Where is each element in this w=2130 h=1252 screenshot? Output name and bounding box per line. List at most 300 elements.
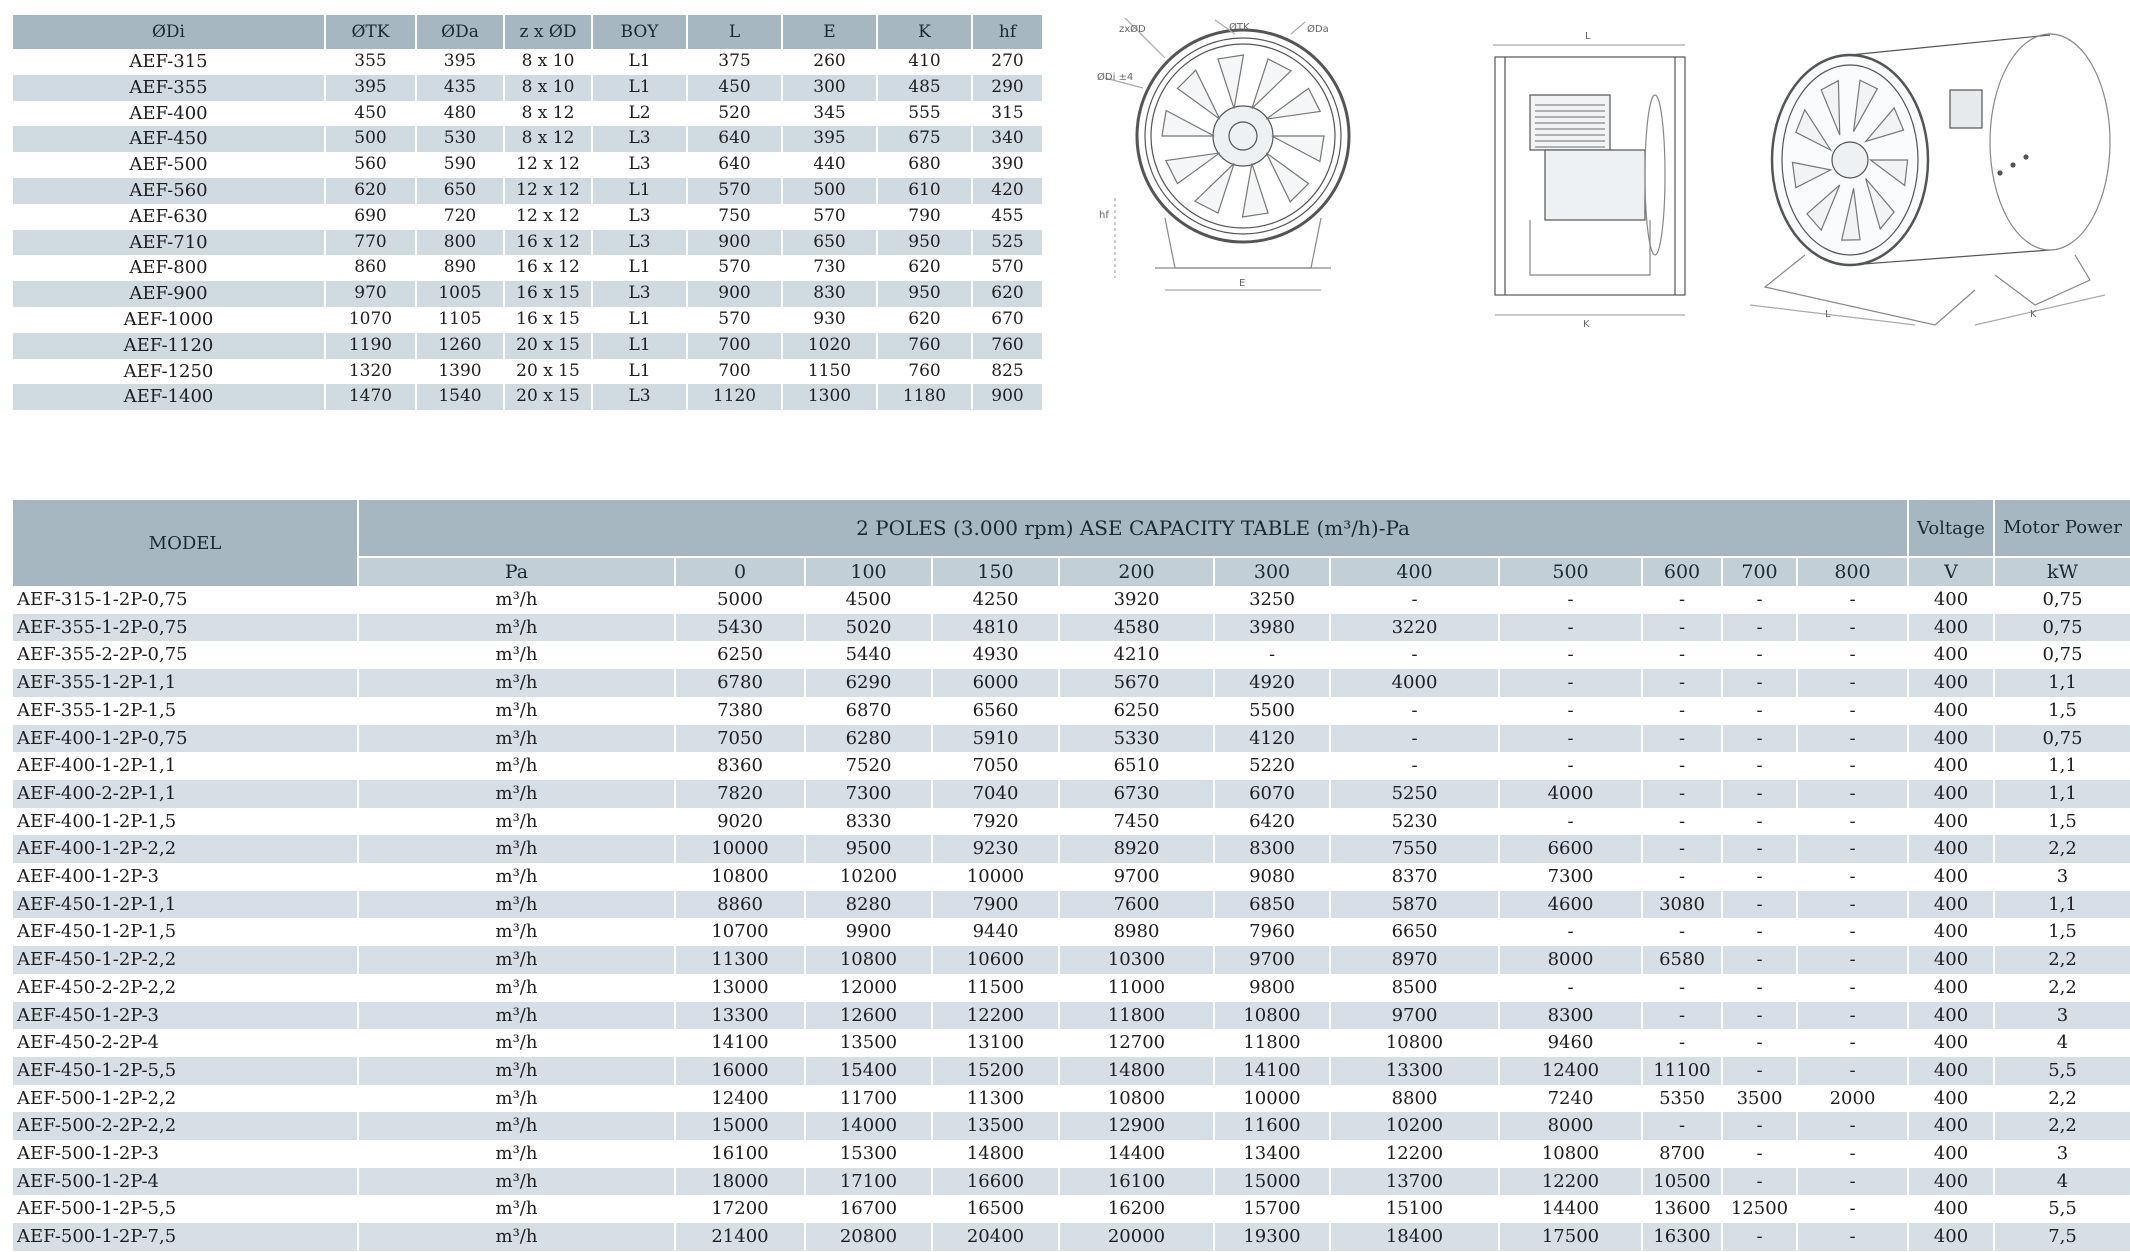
airflow-value-cell: 9500 bbox=[805, 835, 932, 863]
dimension-value-cell: 8 x 12 bbox=[504, 101, 592, 127]
airflow-value-cell: 9800 bbox=[1214, 974, 1330, 1002]
capacity-model-cell: AEF-355-1-2P-0,75 bbox=[13, 614, 358, 642]
dimension-value-cell: 825 bbox=[991, 360, 1024, 381]
dimension-value-cell: 1260 bbox=[416, 333, 504, 359]
capacity-model-cell: AEF-450-1-2P-3 bbox=[13, 1002, 358, 1030]
dimension-model-cell: AEF-1000 bbox=[13, 307, 325, 333]
airflow-value-cell: - bbox=[1722, 1223, 1797, 1251]
capacity-model-cell: AEF-355-1-2P-1,5 bbox=[13, 697, 358, 725]
capacity-model-cell: AEF-355-2-2P-0,75 bbox=[13, 641, 358, 669]
dimension-model-cell: AEF-1250 bbox=[13, 359, 325, 385]
capacity-model-cell: AEF-400-1-2P-3 bbox=[13, 863, 358, 891]
capacity-row bbox=[13, 974, 2130, 1002]
motor-power-value-cell: 1,5 bbox=[2048, 921, 2077, 943]
fan-blade bbox=[1243, 163, 1269, 217]
voltage-value-cell: 400 bbox=[1908, 641, 1994, 669]
pressure-header-cell: 0 bbox=[675, 557, 805, 586]
airflow-value-cell: - bbox=[1797, 586, 1908, 614]
airflow-value-cell: 14800 bbox=[932, 1140, 1059, 1168]
airflow-value-cell: 13300 bbox=[675, 1002, 805, 1030]
capacity-table bbox=[13, 500, 2130, 1251]
airflow-value-cell: - bbox=[1722, 1029, 1797, 1057]
airflow-value-cell: - bbox=[1722, 808, 1797, 836]
airflow-value-cell: 8920 bbox=[1059, 835, 1214, 863]
voltage-value-cell: 400 bbox=[1908, 1140, 1994, 1168]
dimension-row bbox=[13, 126, 1042, 152]
motor-power-value-cell: 2,2 bbox=[2048, 976, 2077, 998]
airflow-value-cell: - bbox=[1722, 725, 1797, 753]
capacity-row bbox=[13, 586, 2130, 614]
dimension-value-cell: 12 x 12 bbox=[504, 152, 592, 178]
airflow-value-cell: 10800 bbox=[1214, 1002, 1330, 1030]
airflow-value-cell: - bbox=[1330, 725, 1499, 753]
airflow-value-cell: 10600 bbox=[932, 946, 1059, 974]
capacity-model-cell: AEF-400-2-2P-1,1 bbox=[13, 780, 358, 808]
airflow-value-cell: - bbox=[1330, 697, 1499, 725]
pressure-header-cell: 100 bbox=[805, 557, 932, 586]
airflow-value-cell: 3220 bbox=[1330, 614, 1499, 642]
airflow-value-cell: 6290 bbox=[805, 669, 932, 697]
voltage-value-cell: 400 bbox=[1908, 1168, 1994, 1196]
airflow-value-cell: 11300 bbox=[675, 946, 805, 974]
dimension-value-cell: 8 x 10 bbox=[504, 75, 592, 101]
fan-blade bbox=[1266, 88, 1320, 119]
fan-blade bbox=[1162, 111, 1214, 136]
capacity-row bbox=[13, 946, 2130, 974]
airflow-value-cell: - bbox=[1722, 641, 1797, 669]
capacity-model-cell: AEF-450-1-2P-5,5 bbox=[13, 1057, 358, 1085]
dimension-value-cell: 1320 bbox=[325, 359, 416, 385]
dimension-header-cell: ØDa bbox=[416, 15, 504, 49]
airflow-value-cell: 21400 bbox=[675, 1223, 805, 1251]
capacity-row bbox=[13, 669, 2130, 697]
capacity-model-cell: AEF-400-1-2P-1,1 bbox=[13, 752, 358, 780]
capacity-unit-cell: m³/h bbox=[358, 1195, 675, 1223]
motor-power-value-cell: 0,75 bbox=[1994, 725, 2130, 753]
airflow-value-cell: - bbox=[1722, 1140, 1797, 1168]
dimension-value-cell: 700 bbox=[687, 333, 782, 359]
airflow-value-cell: 6850 bbox=[1214, 891, 1330, 919]
airflow-value-cell: 10500 bbox=[1642, 1168, 1722, 1196]
dimension-value-cell: L1 bbox=[592, 307, 687, 333]
voltage-value-cell: 400 bbox=[1908, 891, 1994, 919]
capacity-row bbox=[13, 1002, 2130, 1030]
dimension-value-cell: 395 bbox=[325, 75, 416, 101]
capacity-unit-cell: m³/h bbox=[358, 725, 675, 753]
dimension-value-cell: 570 bbox=[991, 257, 1024, 278]
capacity-row bbox=[13, 1140, 2130, 1168]
motor-power-value-cell: 3 bbox=[1994, 1002, 2130, 1030]
airflow-value-cell: 12200 bbox=[1499, 1168, 1642, 1196]
airflow-value-cell: - bbox=[1642, 974, 1722, 1002]
dimension-model-cell: AEF-355 bbox=[13, 75, 325, 101]
capacity-model-cell: AEF-355-1-2P-1,1 bbox=[13, 669, 358, 697]
dimension-value-cell: 700 bbox=[687, 359, 782, 385]
airflow-value-cell: 15400 bbox=[805, 1057, 932, 1085]
airflow-value-cell: 4920 bbox=[1214, 669, 1330, 697]
dimension-value-cell: 1105 bbox=[416, 307, 504, 333]
capacity-model-cell: AEF-450-1-2P-1,5 bbox=[13, 918, 358, 946]
dimension-header-cell: ØDi bbox=[13, 15, 325, 49]
voltage-value-cell: 400 bbox=[1908, 808, 1994, 836]
capacity-header-row bbox=[13, 500, 2130, 557]
airflow-value-cell: 3920 bbox=[1059, 586, 1214, 614]
airflow-value-cell: 7900 bbox=[932, 891, 1059, 919]
airflow-value-cell: - bbox=[1797, 835, 1908, 863]
airflow-value-cell: - bbox=[1797, 1168, 1908, 1196]
airflow-value-cell: - bbox=[1797, 918, 1908, 946]
capacity-row bbox=[13, 835, 2130, 863]
iso-l-label: L bbox=[1825, 309, 1831, 320]
dimension-value-cell: 1180 bbox=[877, 384, 972, 410]
motor-power-value-cell: 2,2 bbox=[1994, 835, 2130, 863]
dimension-row bbox=[13, 359, 1042, 385]
capacity-unit-cell: m³/h bbox=[358, 1168, 675, 1196]
dimension-value-cell: L1 bbox=[592, 333, 687, 359]
airflow-value-cell: 10200 bbox=[1330, 1112, 1499, 1140]
airflow-value-cell: 9440 bbox=[932, 918, 1059, 946]
airflow-value-cell: 7040 bbox=[932, 780, 1059, 808]
dimension-value-cell: L3 bbox=[592, 126, 687, 152]
airflow-value-cell: 8330 bbox=[805, 808, 932, 836]
dimension-value-cell: 555 bbox=[877, 101, 972, 127]
airflow-value-cell: - bbox=[1499, 586, 1642, 614]
airflow-value-cell: 7300 bbox=[805, 780, 932, 808]
airflow-value-cell: 5220 bbox=[1214, 752, 1330, 780]
airflow-value-cell: - bbox=[1797, 725, 1908, 753]
airflow-value-cell: 16100 bbox=[675, 1140, 805, 1168]
dimension-value-cell: 355 bbox=[325, 49, 416, 75]
airflow-value-cell: 6250 bbox=[1059, 697, 1214, 725]
airflow-value-cell: 10300 bbox=[1059, 946, 1214, 974]
fan-blade bbox=[1266, 153, 1308, 202]
airflow-value-cell: 8860 bbox=[675, 891, 805, 919]
airflow-value-cell: 20400 bbox=[932, 1223, 1059, 1251]
airflow-value-cell: 11500 bbox=[932, 974, 1059, 1002]
dimension-value-cell: 20 x 15 bbox=[504, 359, 592, 385]
capacity-model-cell: AEF-400-1-2P-2,2 bbox=[13, 835, 358, 863]
dimension-model-cell: AEF-315 bbox=[13, 49, 325, 75]
dimension-value-cell: 720 bbox=[416, 204, 504, 230]
airflow-value-cell: 12700 bbox=[1059, 1029, 1214, 1057]
capacity-row bbox=[13, 780, 2130, 808]
dimension-value-cell: 300 bbox=[782, 75, 877, 101]
dimension-value-cell: 770 bbox=[325, 230, 416, 256]
capacity-row bbox=[13, 918, 2130, 946]
airflow-value-cell: 16300 bbox=[1642, 1223, 1722, 1251]
capacity-row bbox=[13, 1085, 2130, 1113]
airflow-value-cell: 6600 bbox=[1499, 835, 1642, 863]
motor-power-value-cell: 1,1 bbox=[2048, 755, 2077, 777]
capacity-model-cell: AEF-500-1-2P-2,2 bbox=[13, 1085, 358, 1113]
airflow-value-cell: - bbox=[1499, 918, 1642, 946]
capacity-model-cell: AEF-400-1-2P-1,5 bbox=[13, 808, 358, 836]
dimension-row bbox=[13, 255, 1042, 281]
motor-power-value-cell: 2,2 bbox=[1994, 1112, 2130, 1140]
dimension-value-cell: 8 x 12 bbox=[504, 126, 592, 152]
airflow-value-cell: - bbox=[1642, 780, 1722, 808]
pressure-header-cell: 600 bbox=[1642, 557, 1722, 586]
capacity-unit-cell: m³/h bbox=[358, 614, 675, 642]
airflow-value-cell: 8300 bbox=[1214, 835, 1330, 863]
dimension-value-cell: 680 bbox=[877, 152, 972, 178]
airflow-value-cell: 13100 bbox=[932, 1029, 1059, 1057]
voltage-value-cell: 400 bbox=[1908, 1057, 1994, 1085]
dimension-row bbox=[13, 101, 1042, 127]
dimension-value-cell: 790 bbox=[877, 204, 972, 230]
airflow-value-cell: - bbox=[1642, 918, 1722, 946]
dimension-value-cell: 570 bbox=[687, 307, 782, 333]
airflow-value-cell: 11700 bbox=[805, 1085, 932, 1113]
airflow-value-cell: - bbox=[1499, 614, 1642, 642]
dimension-value-cell: 1150 bbox=[782, 359, 877, 385]
side-k-label: K bbox=[1583, 319, 1590, 330]
capacity-model-cell: AEF-450-1-2P-2,2 bbox=[13, 946, 358, 974]
airflow-value-cell: 9020 bbox=[675, 808, 805, 836]
airflow-value-cell: - bbox=[1642, 614, 1722, 642]
voltage-value-cell: 400 bbox=[1908, 1112, 1994, 1140]
airflow-value-cell: 3980 bbox=[1214, 614, 1330, 642]
airflow-value-cell: 8000 bbox=[1499, 1112, 1642, 1140]
fan-blade bbox=[1252, 59, 1291, 109]
airflow-value-cell: 5430 bbox=[675, 614, 805, 642]
capacity-model-cell: AEF-500-1-2P-3 bbox=[13, 1140, 358, 1168]
motor-power-value-cell: 1,5 bbox=[2048, 810, 2077, 832]
dimension-value-cell: L3 bbox=[592, 204, 687, 230]
airflow-value-cell: 14100 bbox=[675, 1029, 805, 1057]
airflow-value-cell: - bbox=[1330, 641, 1499, 669]
airflow-value-cell: 4810 bbox=[932, 614, 1059, 642]
voltage-value-cell: 400 bbox=[1908, 946, 1994, 974]
airflow-value-cell: 13300 bbox=[1330, 1057, 1499, 1085]
airflow-value-cell: - bbox=[1642, 586, 1722, 614]
motor-power-value-cell: 1,1 bbox=[1994, 780, 2130, 808]
dimension-row bbox=[13, 204, 1042, 230]
airflow-value-cell: 11600 bbox=[1214, 1112, 1330, 1140]
capacity-unit-cell: m³/h bbox=[358, 835, 675, 863]
airflow-value-cell: - bbox=[1499, 725, 1642, 753]
motor-power-value-cell: 2,2 bbox=[1994, 946, 2130, 974]
dimension-value-cell: 435 bbox=[416, 75, 504, 101]
airflow-value-cell: 3500 bbox=[1722, 1085, 1797, 1113]
airflow-value-cell: 12000 bbox=[805, 974, 932, 1002]
airflow-value-cell: 8360 bbox=[675, 752, 805, 780]
airflow-value-cell: 5670 bbox=[1059, 669, 1214, 697]
airflow-value-cell: - bbox=[1722, 614, 1797, 642]
airflow-value-cell: 13400 bbox=[1214, 1140, 1330, 1168]
airflow-value-cell: - bbox=[1797, 863, 1908, 891]
airflow-value-cell: - bbox=[1797, 808, 1908, 836]
dimension-value-cell: 670 bbox=[991, 308, 1024, 329]
front-zxd-label: zxØD bbox=[1119, 24, 1146, 35]
airflow-value-cell: 10800 bbox=[1330, 1029, 1499, 1057]
motor-power-value-cell: 3 bbox=[2056, 866, 2069, 888]
dimension-value-cell: L2 bbox=[592, 101, 687, 127]
airflow-value-cell: 7820 bbox=[675, 780, 805, 808]
dimension-model-cell: AEF-710 bbox=[13, 230, 325, 256]
capacity-row bbox=[13, 1168, 2130, 1196]
capacity-unit-cell: m³/h bbox=[358, 863, 675, 891]
capacity-unit-cell: m³/h bbox=[358, 1029, 675, 1057]
airflow-value-cell: 12400 bbox=[1499, 1057, 1642, 1085]
front-di-label: ØDi ±4 bbox=[1097, 72, 1134, 83]
airflow-value-cell: 7920 bbox=[932, 808, 1059, 836]
front-view-drawing bbox=[1095, 18, 1385, 308]
dimension-value-cell: 500 bbox=[782, 178, 877, 204]
dimension-value-cell: 345 bbox=[782, 101, 877, 127]
dimension-value-cell: L1 bbox=[592, 359, 687, 385]
motor-power-column-header: Motor Power bbox=[1994, 500, 2130, 557]
airflow-value-cell: 14400 bbox=[1059, 1140, 1214, 1168]
dimension-value-cell: 590 bbox=[416, 152, 504, 178]
dimension-header-cell: K bbox=[877, 15, 972, 49]
capacity-unit-cell: m³/h bbox=[358, 1002, 675, 1030]
airflow-value-cell: 13600 bbox=[1642, 1195, 1722, 1223]
motor-power-value-cell: 0,75 bbox=[2042, 589, 2083, 610]
dimension-value-cell: 395 bbox=[416, 49, 504, 75]
airflow-value-cell: 5250 bbox=[1330, 780, 1499, 808]
airflow-value-cell: 16100 bbox=[1059, 1168, 1214, 1196]
capacity-unit-cell: m³/h bbox=[358, 1085, 675, 1113]
capacity-model-cell: AEF-450-1-2P-1,1 bbox=[13, 891, 358, 919]
airflow-value-cell: - bbox=[1797, 1112, 1908, 1140]
front-da-label: ØDa bbox=[1307, 24, 1329, 35]
airflow-value-cell: 6070 bbox=[1214, 780, 1330, 808]
voltage-value-cell: 400 bbox=[1908, 974, 1994, 1002]
airflow-value-cell: 3250 bbox=[1214, 586, 1330, 614]
capacity-model-cell: AEF-500-1-2P-5,5 bbox=[13, 1195, 358, 1223]
airflow-value-cell: 12400 bbox=[675, 1085, 805, 1113]
airflow-value-cell: - bbox=[1722, 835, 1797, 863]
airflow-value-cell: - bbox=[1797, 891, 1908, 919]
capacity-unit-cell: m³/h bbox=[358, 641, 675, 669]
dimension-value-cell: L3 bbox=[592, 230, 687, 256]
airflow-value-cell: 13500 bbox=[805, 1029, 932, 1057]
airflow-value-cell: - bbox=[1642, 808, 1722, 836]
dimension-value-cell: 520 bbox=[687, 101, 782, 127]
dimension-value-cell: L1 bbox=[592, 75, 687, 101]
capacity-model-cell: AEF-450-2-2P-4 bbox=[13, 1029, 358, 1057]
dimension-value-cell: 1300 bbox=[782, 384, 877, 410]
airflow-value-cell: 16500 bbox=[932, 1195, 1059, 1223]
dimension-model-cell: AEF-1120 bbox=[13, 333, 325, 359]
airflow-value-cell: 5330 bbox=[1059, 725, 1214, 753]
voltage-value-cell: 400 bbox=[1908, 918, 1994, 946]
dimension-model-cell: AEF-500 bbox=[13, 152, 325, 178]
voltage-unit-header: V bbox=[1908, 557, 1994, 586]
motor-power-value-cell: 4 bbox=[1994, 1168, 2130, 1196]
dimension-header-cell: ØTK bbox=[325, 15, 416, 49]
dimension-value-cell: L1 bbox=[592, 178, 687, 204]
dimension-value-cell: L3 bbox=[592, 152, 687, 178]
airflow-value-cell: - bbox=[1722, 669, 1797, 697]
airflow-value-cell: - bbox=[1642, 835, 1722, 863]
airflow-value-cell: - bbox=[1797, 1195, 1908, 1223]
dimension-model-cell: AEF-800 bbox=[13, 255, 325, 281]
airflow-value-cell: 4580 bbox=[1059, 614, 1214, 642]
dimension-value-cell: 450 bbox=[325, 101, 416, 127]
airflow-value-cell: - bbox=[1722, 863, 1797, 891]
voltage-value-cell: 400 bbox=[1908, 752, 1994, 780]
front-e-label: E bbox=[1239, 278, 1246, 289]
dimension-value-cell: 1470 bbox=[325, 384, 416, 410]
airflow-value-cell: 10800 bbox=[1499, 1140, 1642, 1168]
airflow-value-cell: 8280 bbox=[805, 891, 932, 919]
airflow-value-cell: - bbox=[1722, 1002, 1797, 1030]
airflow-value-cell: 10000 bbox=[675, 835, 805, 863]
airflow-value-cell: 12500 bbox=[1722, 1195, 1797, 1223]
airflow-value-cell: - bbox=[1722, 1112, 1797, 1140]
capacity-table-title: 2 POLES (3.000 rpm) ASE CAPACITY TABLE (m³/h)-Pa bbox=[358, 500, 1908, 557]
voltage-value-cell: 400 bbox=[1908, 1085, 1994, 1113]
dimension-value-cell: 340 bbox=[972, 126, 1042, 152]
dimension-value-cell: 675 bbox=[877, 126, 972, 152]
airflow-value-cell: - bbox=[1722, 697, 1797, 725]
capacity-row bbox=[13, 697, 2130, 725]
airflow-value-cell: 12900 bbox=[1059, 1112, 1214, 1140]
airflow-value-cell: 15000 bbox=[675, 1112, 805, 1140]
pressure-header-cell: 300 bbox=[1214, 557, 1330, 586]
pa-label-header: Pa bbox=[358, 557, 675, 586]
airflow-value-cell: 15200 bbox=[932, 1057, 1059, 1085]
dimension-row bbox=[13, 384, 1042, 410]
airflow-value-cell: 9230 bbox=[932, 835, 1059, 863]
airflow-value-cell: 10200 bbox=[805, 863, 932, 891]
airflow-value-cell: 15000 bbox=[1214, 1168, 1330, 1196]
dimension-header-cell: z x ØD bbox=[504, 15, 592, 49]
fan-blade bbox=[1195, 163, 1234, 213]
airflow-value-cell: 11800 bbox=[1059, 1002, 1214, 1030]
airflow-value-cell: 14100 bbox=[1214, 1057, 1330, 1085]
airflow-value-cell: 10800 bbox=[675, 863, 805, 891]
dimension-value-cell: 930 bbox=[782, 307, 877, 333]
motor-power-value-cell: 5,5 bbox=[1994, 1057, 2130, 1085]
motor-power-value-cell: 4 bbox=[2056, 1032, 2069, 1054]
dimension-value-cell: 12 x 12 bbox=[504, 204, 592, 230]
airflow-value-cell: 6580 bbox=[1642, 946, 1722, 974]
dimension-value-cell: 16 x 15 bbox=[504, 281, 592, 307]
dimension-row bbox=[13, 49, 1042, 75]
dimension-value-cell: 500 bbox=[325, 126, 416, 152]
capacity-model-cell: AEF-315-1-2P-0,75 bbox=[13, 586, 358, 614]
motor-power-value-cell: 0,75 bbox=[2042, 644, 2083, 666]
airflow-value-cell: - bbox=[1499, 697, 1642, 725]
airflow-value-cell: - bbox=[1797, 752, 1908, 780]
dimensions-table bbox=[13, 15, 1042, 410]
dimension-model-cell: AEF-1400 bbox=[13, 384, 325, 410]
dimension-value-cell: 440 bbox=[782, 152, 877, 178]
dimension-value-cell: 900 bbox=[687, 281, 782, 307]
airflow-value-cell: 9700 bbox=[1059, 863, 1214, 891]
dimension-value-cell: 485 bbox=[877, 75, 972, 101]
dimension-row bbox=[13, 307, 1042, 333]
front-hf-label: hf bbox=[1099, 210, 1109, 221]
dimension-value-cell: 1020 bbox=[782, 333, 877, 359]
airflow-value-cell: 8800 bbox=[1330, 1085, 1499, 1113]
dimension-value-cell: 315 bbox=[991, 102, 1024, 123]
dimension-value-cell: 760 bbox=[877, 359, 972, 385]
airflow-value-cell: - bbox=[1797, 641, 1908, 669]
capacity-row bbox=[13, 1057, 2130, 1085]
airflow-value-cell: - bbox=[1499, 974, 1642, 1002]
voltage-value-cell: 400 bbox=[1908, 780, 1994, 808]
fan-blade bbox=[1272, 136, 1324, 161]
airflow-value-cell: - bbox=[1797, 1002, 1908, 1030]
airflow-value-cell: 16000 bbox=[675, 1057, 805, 1085]
dimension-value-cell: 455 bbox=[991, 205, 1024, 226]
airflow-value-cell: 6420 bbox=[1214, 808, 1330, 836]
airflow-value-cell: 6250 bbox=[675, 641, 805, 669]
